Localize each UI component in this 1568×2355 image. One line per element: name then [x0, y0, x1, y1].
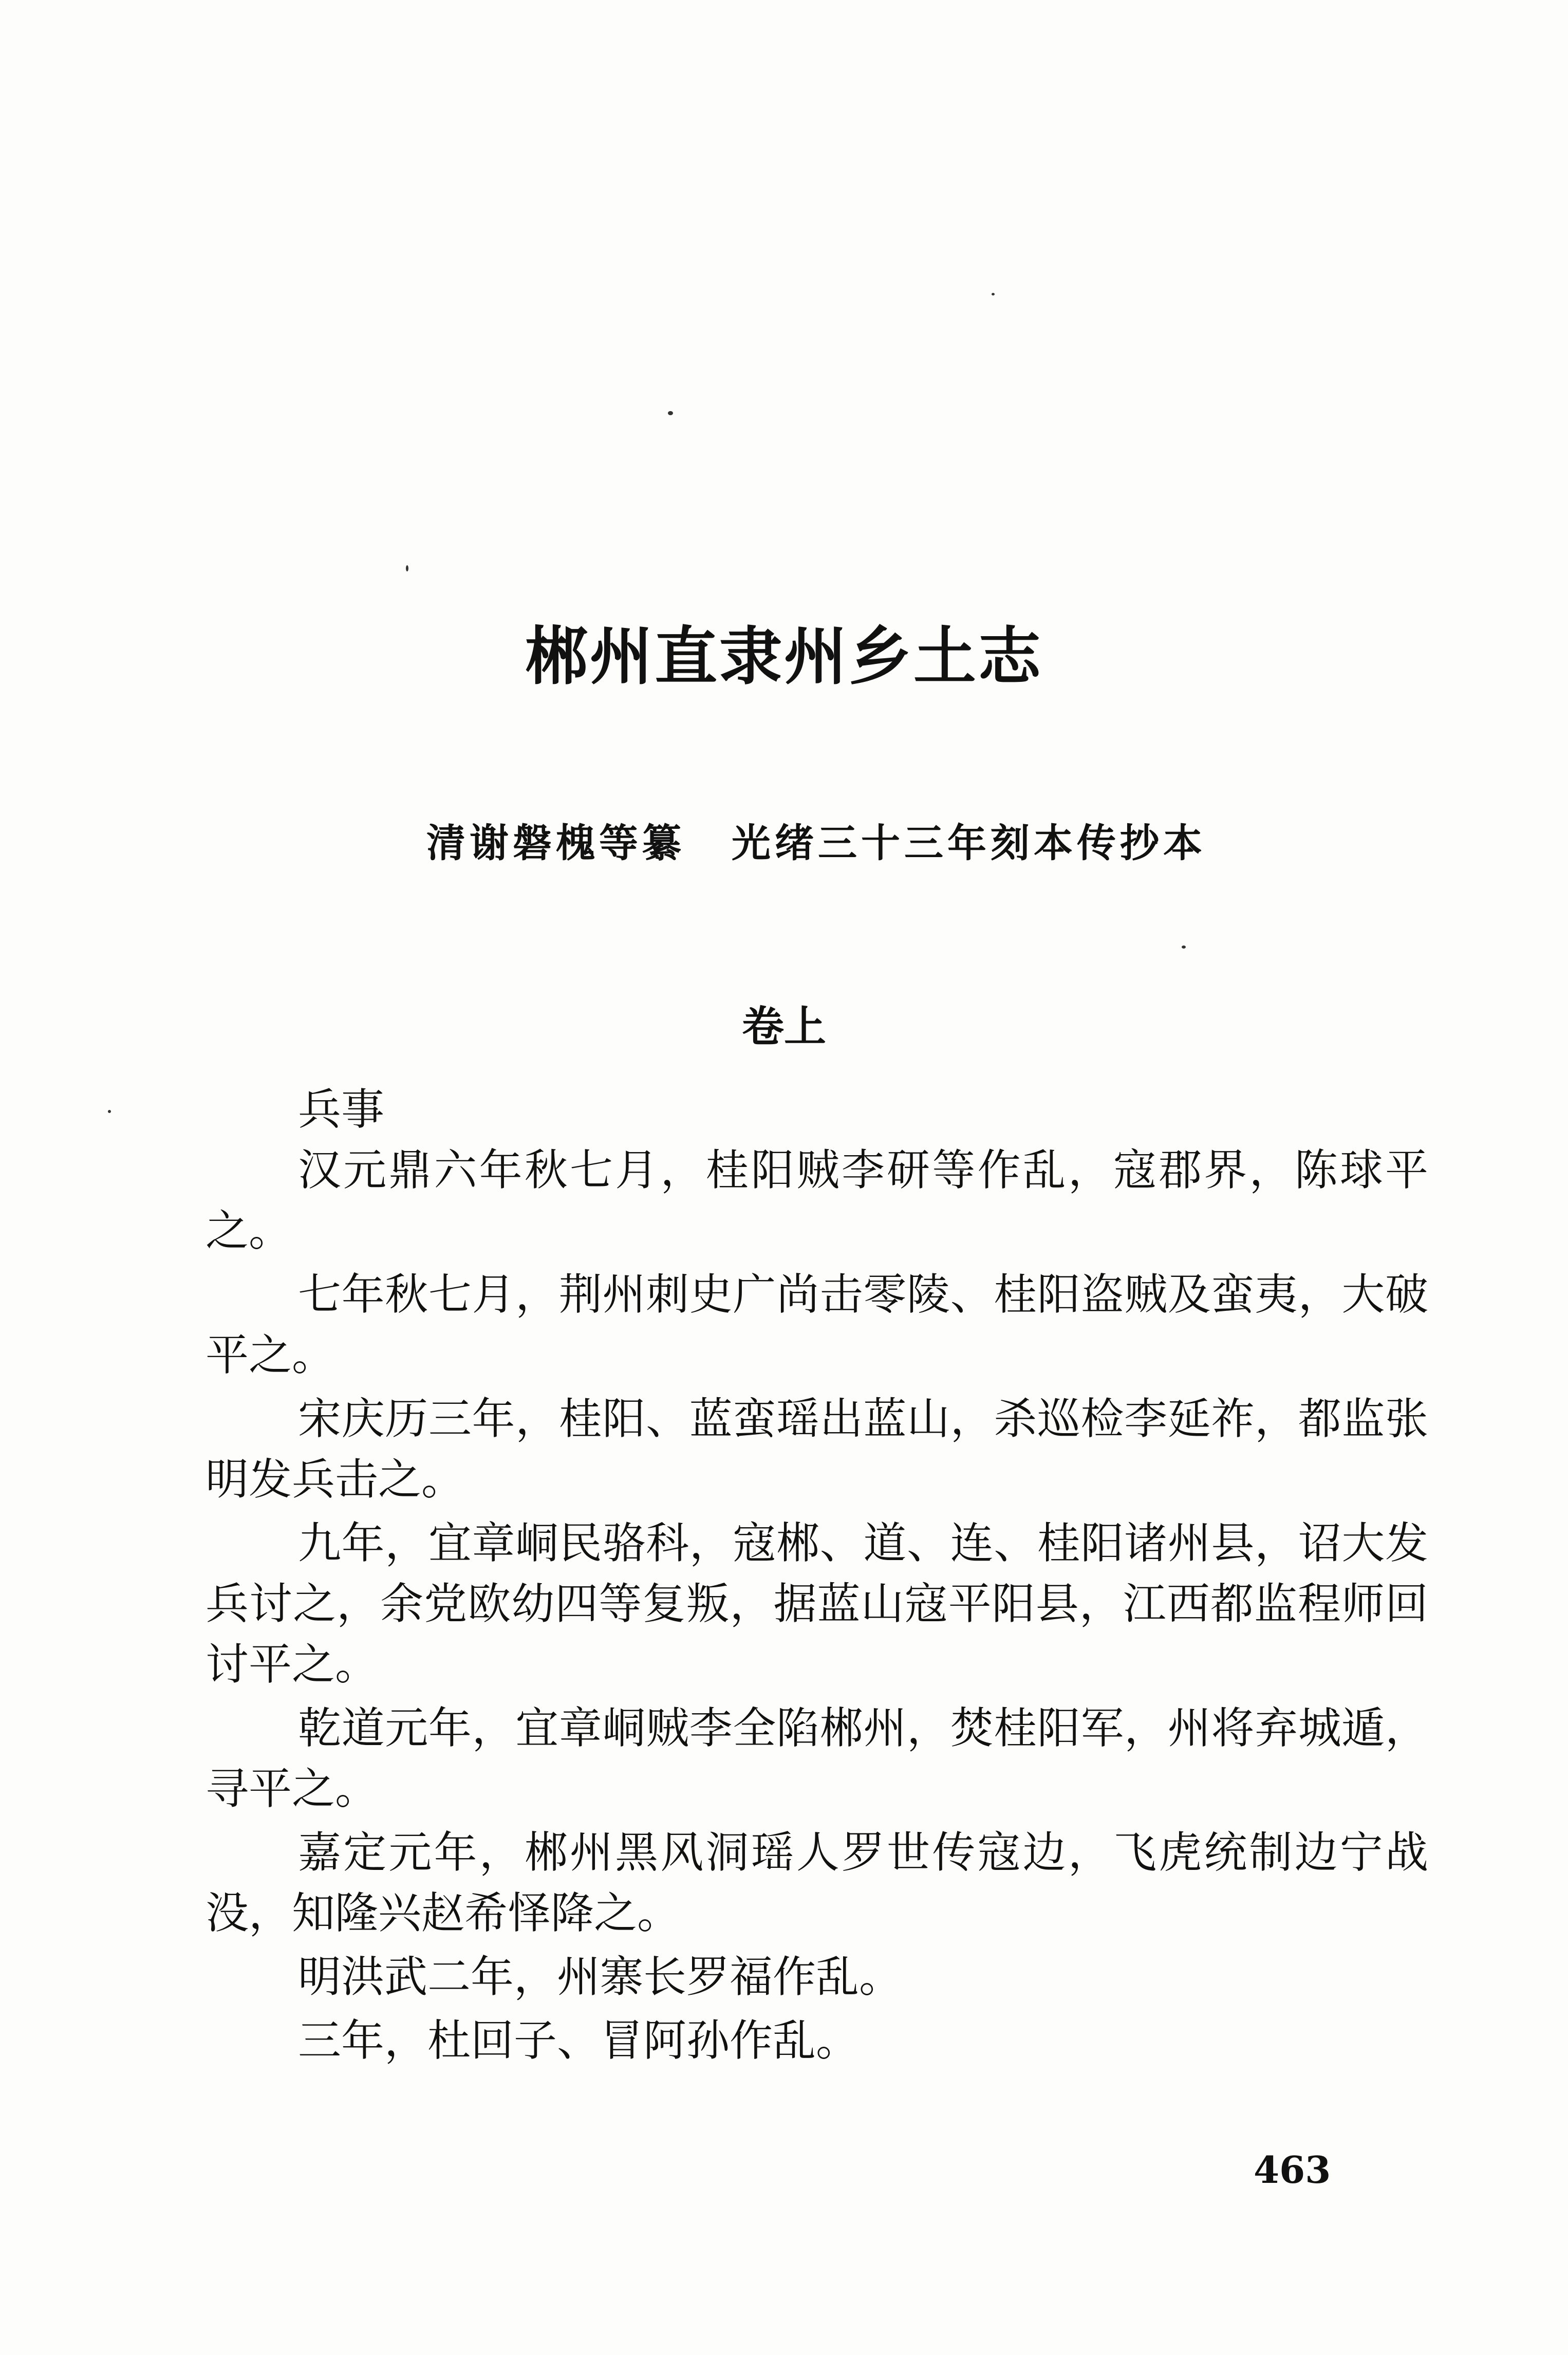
paragraph: 宋庆历三年，桂阳、蓝蛮瑶出蓝山，杀巡检李延祚，都监张明发兵击之。: [206, 1394, 1428, 1505]
body-text: [206, 1079, 1428, 2071]
paragraph: 三年，杜回子、冒阿孙作乱。: [298, 2015, 860, 2066]
print-speck: [108, 1110, 111, 1113]
page-number: 463: [1254, 2148, 1331, 2192]
volume-heading: 卷上: [741, 1003, 826, 1051]
paragraph: 嘉定元年，郴州黑风洞瑶人罗世传寇边，飞虎统制边宁战没，知隆兴赵希怿降之。: [206, 1827, 1428, 1938]
paragraph: 明洪武二年，州寨长罗福作乱。: [298, 1952, 903, 2002]
subtitle: [426, 820, 1206, 866]
subtitle-edition: 光绪三十三年刻本传抄本: [732, 820, 1206, 866]
paragraph: 九年，宜章峒民骆科，寇郴、道、连、桂阳诸州县，诏大发兵讨之，余党欧幼四等复叛，据蓝山寇平阳县，江西都监程师回讨平之。: [206, 1518, 1428, 1690]
paragraph: 汉元鼎六年秋七月，桂阳贼李研等作乱，寇郡界，陈球平之。: [206, 1145, 1428, 1256]
paragraph: 七年秋七月，荆州刺史广尚击零陵、桂阳盗贼及蛮夷，大破平之。: [206, 1269, 1428, 1380]
subtitle-author: 清谢磐槐等纂: [426, 820, 685, 866]
paragraph: 乾道元年，宜章峒贼李全陷郴州，焚桂阳军，州将弃城遁，寻平之。: [206, 1703, 1428, 1814]
page-title: 郴州直隶州乡土志: [525, 620, 1043, 693]
print-speck: [668, 411, 673, 415]
print-speck: [406, 565, 408, 571]
print-speck: [992, 293, 995, 295]
print-speck: [1182, 945, 1186, 949]
section-heading: 兵事: [298, 1084, 385, 1135]
